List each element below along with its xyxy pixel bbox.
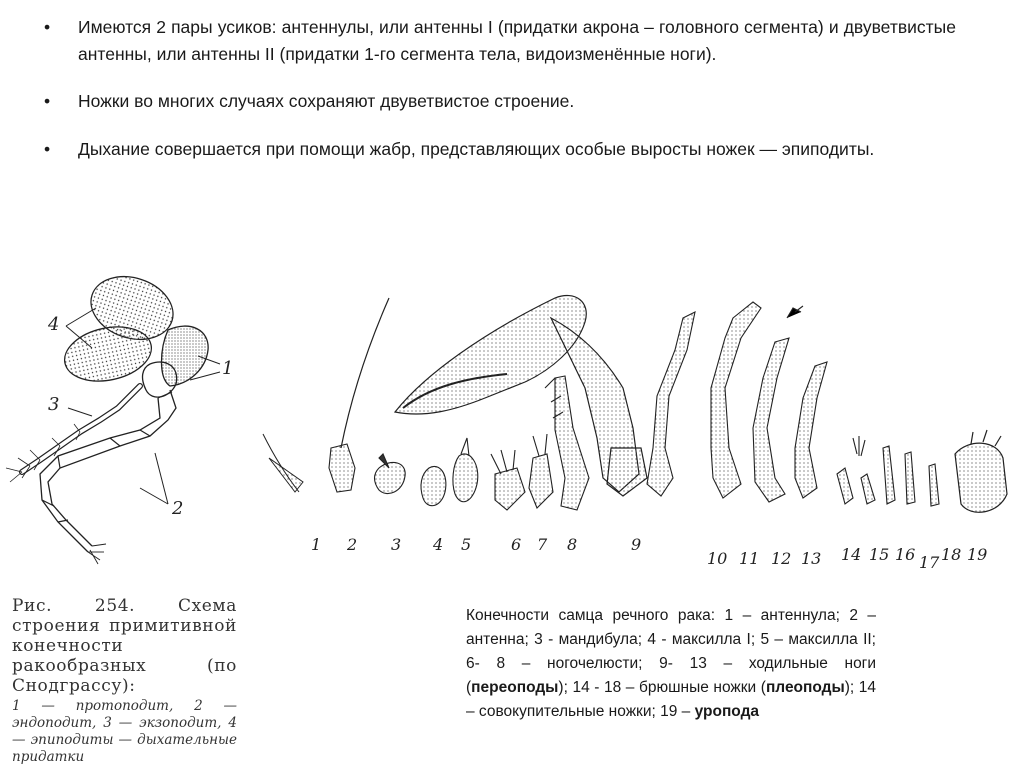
- limb-number-13: 13: [801, 549, 822, 568]
- bullet-text: Дыхание совершается при помощи жабр, представляющих особые выросты ножек — эпиподиты.: [78, 138, 875, 159]
- figure-caption-left: [12, 596, 237, 766]
- limb-number-3: 3: [391, 535, 402, 554]
- bullet-breathing: [44, 136, 956, 163]
- limb-label-3: 3: [48, 394, 60, 415]
- appendage-antenna: [329, 298, 389, 492]
- limb-number-11: 11: [739, 549, 760, 568]
- caption-title: Рис. 254. Схема строения примитивной конечности ракообразных (по Снодграссу):: [12, 596, 237, 696]
- limb-number-1: 1: [311, 535, 322, 554]
- limb-number-15: 15: [869, 545, 890, 564]
- limb-label-4: 4: [48, 314, 60, 335]
- limb-number-16: 16: [895, 545, 916, 564]
- limb-label-2: 2: [172, 498, 184, 519]
- limb-number-19: 19: [967, 545, 988, 564]
- primitive-limb-diagram: [0, 268, 240, 568]
- caption-right-bold-pleopods: плеоподы: [765, 679, 845, 696]
- bullet-antennae: [44, 14, 956, 67]
- limb-number-18: 18: [941, 545, 962, 564]
- bullet-text: Ножки во многих случаях сохраняют двуветвистое строение.: [78, 91, 575, 111]
- appendage-mandible: [375, 454, 406, 494]
- limb-number-14: 14: [841, 545, 862, 564]
- limb-number-6: 6: [511, 535, 522, 554]
- limb-number-10: 10: [707, 549, 728, 568]
- limb-number-7: 7: [537, 535, 548, 554]
- bullet-dot: •: [44, 138, 51, 159]
- caption-right-text-2: ); 14 - 18 – брюшные ножки (: [558, 679, 766, 696]
- bullet-dot: •: [44, 91, 51, 111]
- appendage-maxillipeds: [491, 434, 553, 510]
- exopodite-setae: [6, 424, 80, 482]
- endopodite-claw: [88, 544, 106, 564]
- appendage-cheliped: [395, 295, 647, 496]
- limb-number-4: 4: [433, 535, 444, 554]
- limb-number-5: 5: [461, 535, 472, 554]
- appendage-antennula: [263, 434, 303, 492]
- limb-number-9: 9: [631, 535, 642, 554]
- figure-caption-right: [466, 604, 876, 724]
- appendage-uropod: [955, 430, 1007, 512]
- crayfish-limbs-diagram: [255, 278, 1015, 578]
- limb-number-17: 17: [919, 553, 940, 572]
- endopodite-joints: [42, 392, 172, 522]
- limb-number-8: 8: [567, 535, 578, 554]
- appendage-maxillae: [421, 438, 478, 506]
- bullet-legs: [44, 88, 956, 115]
- caption-right-bold-pereopods: переоподы: [471, 679, 559, 696]
- limb-number-2: 2: [347, 535, 358, 554]
- appendage-walking-legs: [647, 302, 827, 502]
- caption-right-text-3: ); 14 – совокупительные ножки; 19 –: [466, 679, 877, 720]
- caption-legend: 1 — протоподит, 2 — эндоподит, 3 — экзоподит, 4 — эпиподиты — дыхательные придатки: [12, 698, 237, 765]
- bullet-list: [44, 14, 956, 183]
- caption-right-bold-uropod: уропода: [694, 703, 760, 720]
- limb-number-12: 12: [771, 549, 792, 568]
- bullet-dot: •: [44, 17, 51, 37]
- caption-right-text-1: Конечности самца речного рака: 1 – антеннула; 2 – антенна; 3 - мандибула; 4 - максилла I; 5 – максилла II; 6- 8 – ногочелюсти; 9- 13 – ходильные ноги (: [466, 607, 876, 696]
- appendage-pleopods: [837, 436, 939, 506]
- bullet-text: Имеются 2 пары усиков: антеннулы, или антенны I (придатки акрона – головного сегмента) и двуветвистые антенны, или антенны II (придатки 1-го сегмента тела, видоизменённые ноги).: [78, 17, 956, 64]
- limb-label-1: 1: [222, 358, 234, 379]
